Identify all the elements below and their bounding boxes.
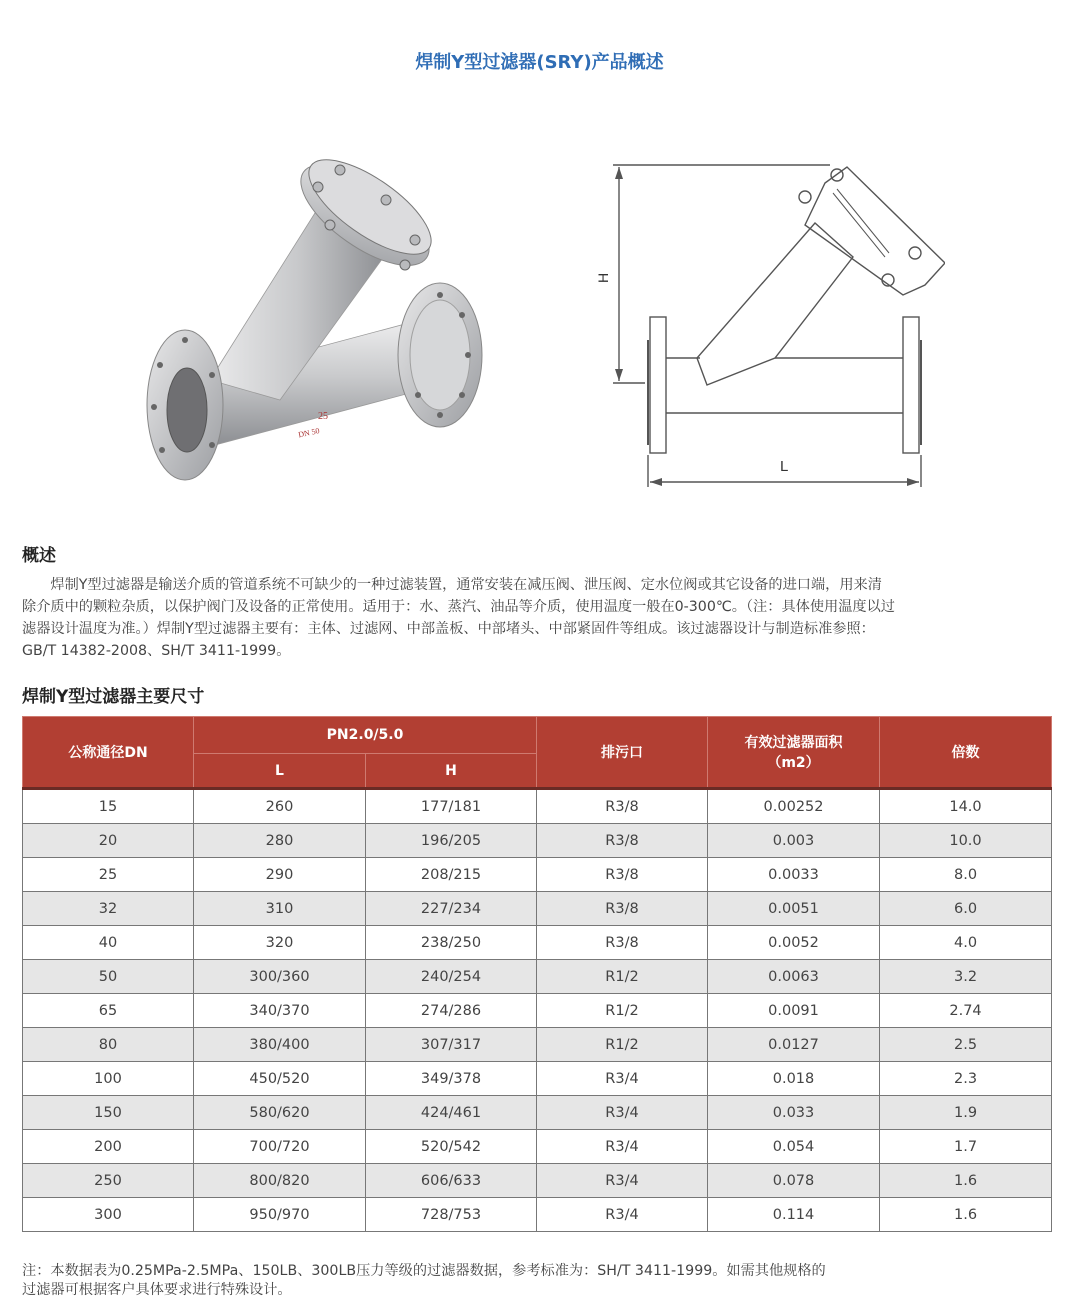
overview-line: 焊制Y型过滤器是输送介质的管道系统不可缺少的一种过滤装置，通常安装在减压阀、泄压阀、定水位阀或其它设备的进口端，用来清 — [22, 577, 882, 593]
l-arrow-left — [650, 478, 662, 486]
page-title: 焊制Y型过滤器(SRY)产品概述 — [415, 52, 664, 73]
cell-ratio: 4.0 — [880, 926, 1052, 960]
cell-area: 0.0091 — [708, 994, 880, 1028]
cell-area: 0.018 — [708, 1062, 880, 1096]
cell-drain: R3/8 — [537, 892, 708, 926]
branch-outline — [697, 223, 853, 385]
cell-area: 0.078 — [708, 1164, 880, 1198]
h-label: H — [595, 272, 611, 283]
header-area-line1: 有效过滤器面积 — [744, 735, 843, 751]
cell-drain: R3/8 — [537, 858, 708, 892]
cell-l: 380/400 — [194, 1028, 366, 1062]
cell-dn: 40 — [23, 926, 194, 960]
cell-drain: R3/8 — [537, 789, 708, 824]
header-ratio: 倍数 — [880, 717, 1052, 789]
dimensions-heading: 焊制Y型过滤器主要尺寸 — [22, 687, 205, 707]
header-pn-group: PN2.0/5.0 — [194, 717, 537, 754]
size-marking: 25 — [318, 411, 328, 422]
cell-area: 0.0052 — [708, 926, 880, 960]
cell-h: 196/205 — [366, 824, 537, 858]
cell-area: 0.00252 — [708, 789, 880, 824]
dimensions-table — [22, 716, 1052, 1232]
overview-text — [22, 574, 1052, 662]
overview-heading: 概述 — [22, 546, 56, 566]
table-row — [23, 1062, 1052, 1096]
footnote-line: 过滤器可根据客户具体要求进行特殊设计。 — [22, 1282, 292, 1298]
cell-h: 208/215 — [366, 858, 537, 892]
cell-ratio: 1.6 — [880, 1198, 1052, 1232]
cell-h: 240/254 — [366, 960, 537, 994]
cell-area: 0.0033 — [708, 858, 880, 892]
cell-dn: 200 — [23, 1130, 194, 1164]
cell-h: 520/542 — [366, 1130, 537, 1164]
cell-dn: 25 — [23, 858, 194, 892]
cell-dn: 300 — [23, 1198, 194, 1232]
cell-drain: R3/8 — [537, 824, 708, 858]
cell-area: 0.114 — [708, 1198, 880, 1232]
cover-outline — [805, 167, 945, 295]
table-row — [23, 1130, 1052, 1164]
header-l: L — [194, 754, 366, 789]
cell-h: 424/461 — [366, 1096, 537, 1130]
cell-ratio: 2.3 — [880, 1062, 1052, 1096]
cell-drain: R3/4 — [537, 1198, 708, 1232]
cell-l: 800/820 — [194, 1164, 366, 1198]
cell-ratio: 1.9 — [880, 1096, 1052, 1130]
table-row — [23, 824, 1052, 858]
cell-dn: 65 — [23, 994, 194, 1028]
left-flange-outline — [650, 317, 666, 453]
table-row — [23, 789, 1052, 824]
table-row — [23, 994, 1052, 1028]
footnote — [22, 1262, 1052, 1300]
cell-l: 290 — [194, 858, 366, 892]
cell-l: 320 — [194, 926, 366, 960]
cell-area: 0.033 — [708, 1096, 880, 1130]
table-row — [23, 892, 1052, 926]
product-photo — [140, 145, 490, 500]
cell-h: 177/181 — [366, 789, 537, 824]
cell-l: 310 — [194, 892, 366, 926]
cell-h: 606/633 — [366, 1164, 537, 1198]
cell-dn: 100 — [23, 1062, 194, 1096]
cell-drain: R3/4 — [537, 1130, 708, 1164]
cell-l: 300/360 — [194, 960, 366, 994]
overview-line: 滤器设计温度为准。）焊制Y型过滤器主要有：主体、过滤网、中部盖板、中部堵头、中部紧固件等组成。该过滤器设计与制造标准参照： — [22, 621, 875, 637]
l-arrow-right — [907, 478, 919, 486]
cell-ratio: 1.6 — [880, 1164, 1052, 1198]
table-row — [23, 1198, 1052, 1232]
table-row — [23, 1028, 1052, 1062]
cell-h: 238/250 — [366, 926, 537, 960]
cell-ratio: 1.7 — [880, 1130, 1052, 1164]
cell-h: 227/234 — [366, 892, 537, 926]
h-arrow-top — [615, 167, 623, 179]
header-area — [708, 717, 880, 789]
table-row — [23, 926, 1052, 960]
left-flange — [147, 330, 223, 480]
cell-l: 950/970 — [194, 1198, 366, 1232]
cell-area: 0.0063 — [708, 960, 880, 994]
cell-l: 700/720 — [194, 1130, 366, 1164]
cell-ratio: 6.0 — [880, 892, 1052, 926]
cell-drain: R1/2 — [537, 960, 708, 994]
header-area-line2: （m2） — [767, 755, 820, 771]
cell-ratio: 3.2 — [880, 960, 1052, 994]
cell-drain: R1/2 — [537, 994, 708, 1028]
overview-line: GB/T 14382-2008、SH/T 3411-1999。 — [22, 643, 291, 659]
cell-dn: 32 — [23, 892, 194, 926]
cell-l: 450/520 — [194, 1062, 366, 1096]
header-h: H — [366, 754, 537, 789]
h-arrow-bottom — [615, 369, 623, 381]
cell-drain: R1/2 — [537, 1028, 708, 1062]
cell-h: 728/753 — [366, 1198, 537, 1232]
table-row — [23, 858, 1052, 892]
right-flange-outline — [903, 317, 919, 453]
header-drain: 排污口 — [537, 717, 708, 789]
cell-area: 0.0051 — [708, 892, 880, 926]
cell-dn: 15 — [23, 789, 194, 824]
cell-drain: R3/4 — [537, 1062, 708, 1096]
cell-dn: 20 — [23, 824, 194, 858]
cell-area: 0.054 — [708, 1130, 880, 1164]
cell-ratio: 14.0 — [880, 789, 1052, 824]
cell-area: 0.0127 — [708, 1028, 880, 1062]
cell-dn: 250 — [23, 1164, 194, 1198]
overview-line: 除介质中的颗粒杂质，以保护阀门及设备的正常使用。适用于：水、蒸汽、油品等介质，使用温度一般在0-300℃。（注：具体使用温度以过 — [22, 599, 895, 615]
cell-l: 280 — [194, 824, 366, 858]
cell-l: 260 — [194, 789, 366, 824]
cell-l: 580/620 — [194, 1096, 366, 1130]
cell-ratio: 8.0 — [880, 858, 1052, 892]
cell-drain: R3/4 — [537, 1164, 708, 1198]
header-dn: 公称通径DN — [23, 717, 194, 789]
cell-drain: R3/4 — [537, 1096, 708, 1130]
cell-drain: R3/8 — [537, 926, 708, 960]
footnote-line: 注：本数据表为0.25MPa-2.5MPa、150LB、300LB压力等级的过滤器数据，参考标准为：SH/T 3411-1999。如需其他规格的 — [22, 1263, 826, 1279]
cell-ratio: 2.5 — [880, 1028, 1052, 1062]
table-row — [23, 960, 1052, 994]
cell-dn: 50 — [23, 960, 194, 994]
cell-ratio: 10.0 — [880, 824, 1052, 858]
dimension-drawing — [585, 155, 945, 500]
cell-h: 349/378 — [366, 1062, 537, 1096]
pn-marking: DN 50 — [297, 426, 321, 440]
cell-area: 0.003 — [708, 824, 880, 858]
right-flange — [398, 283, 482, 427]
cell-ratio: 2.74 — [880, 994, 1052, 1028]
cell-h: 307/317 — [366, 1028, 537, 1062]
table-row — [23, 1164, 1052, 1198]
cell-dn: 80 — [23, 1028, 194, 1062]
cell-h: 274/286 — [366, 994, 537, 1028]
cell-l: 340/370 — [194, 994, 366, 1028]
l-label: L — [780, 458, 789, 475]
cell-dn: 150 — [23, 1096, 194, 1130]
table-row — [23, 1096, 1052, 1130]
